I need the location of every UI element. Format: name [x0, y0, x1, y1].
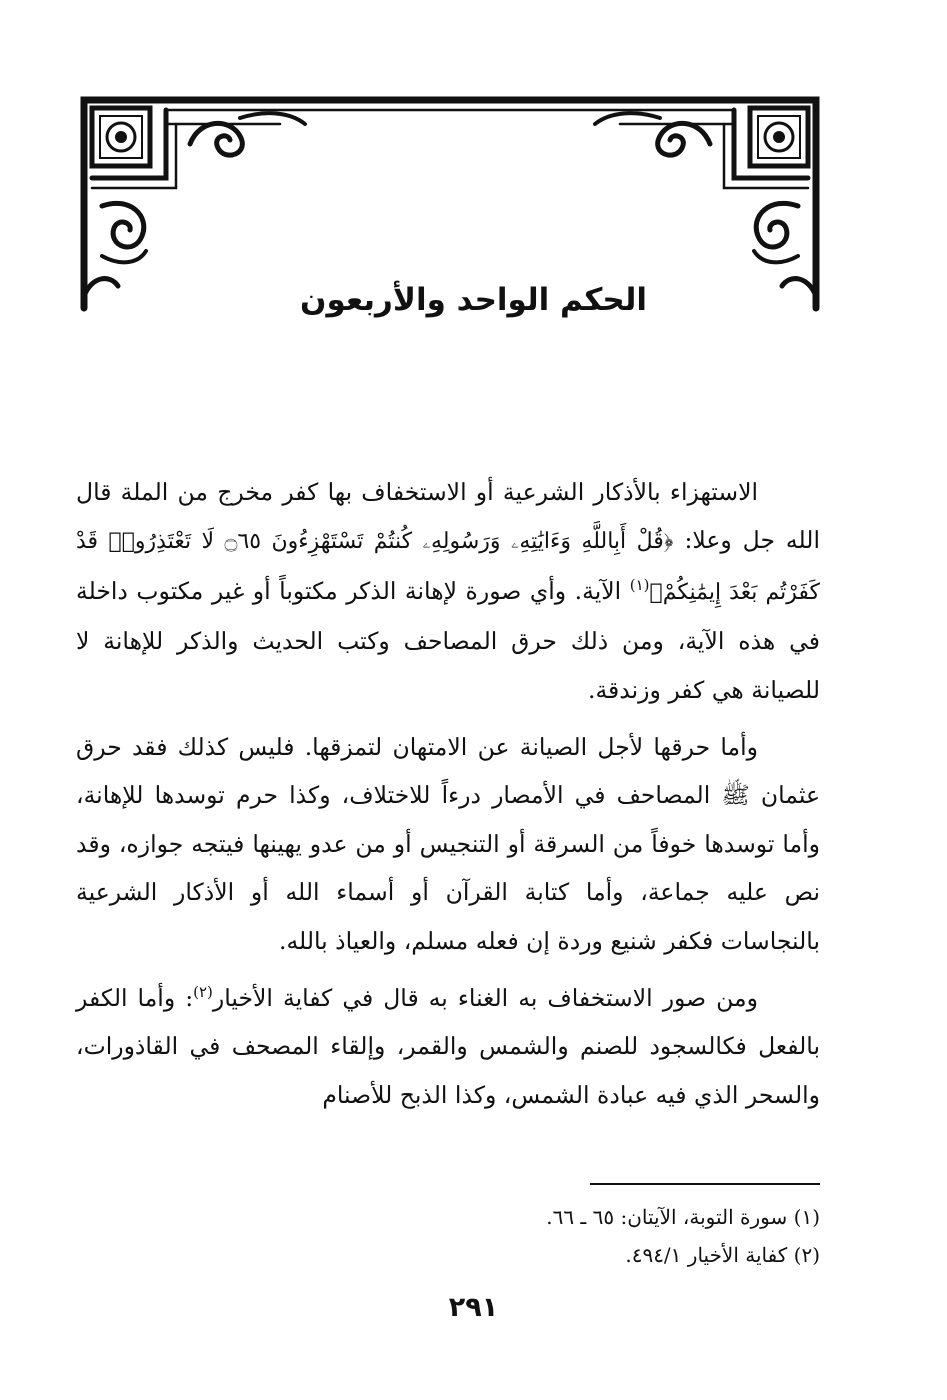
paragraph-3-rest: : وأما الكفر بالفعل فكالسجود للصنم والشمس والقمر، وإلقاء المصحف في القاذورات، والسحر الذي فيه عبادة الشمس، وكذا الذبح للأصنام [76, 984, 820, 1109]
paragraph-1-intro: الاستهزاء بالأذكار الشرعية أو الاستخفاف بها كفر مخرج من الملة قال الله جل وعلا: [76, 478, 820, 555]
page-number: ٢٩١ [448, 1292, 499, 1323]
quran-verse: ﴿قُلْ أَبِاللَّهِ وَءَايَٰتِهِۦ وَرَسُولِهِۦ كُنتُمْ تَسْتَهْزِءُونَ ۝٦٥ لَا تَعْتَذِرُوا۟ قَدْ كَفَرْتُم بَعْدَ إِيمَٰنِكُمْ﴾ [76, 529, 820, 605]
chapter-title: الحكم الواحد والأربعون [300, 282, 647, 318]
footnote-ref-1: (١) [629, 575, 650, 594]
footnote-ref-2: (٢) [193, 983, 213, 1002]
main-text [76, 468, 820, 1128]
paragraph-2: وأما حرقها لأجل الصيانة عن الامتهان لتمزقها. فليس كذلك فقد حرق عثمان ﷺ المصاحف في الأمصار درءاً للاختلاف، وكذا حرم توسدها للإهانة، وأما توسدها خوفاً من السرقة أو التنجيس أو من عدو يهينها فيتجه جوازه، وقد نص عليه جماعة، وأما كتابة القرآن أو أسماء الله أو الأذكار الشرعية بالنجاسات فكفر شنيع وردة إن فعله مسلم، والعياذ بالله. [76, 733, 820, 955]
footnote-2: (٢) كفاية الأخيار ٤٩٤/١. [625, 1243, 820, 1267]
footnote-1: (١) سورة التوبة، الآيتان: ٦٥ ـ ٦٦. [546, 1205, 820, 1229]
paragraph-1-rest: الآية. وأي صورة لإهانة الذكر مكتوباً أو غير مكتوب داخلة في هذه الآية، ومن ذلك حرق المصاحف وكتب الحديث والذكر للإهانة لا للصيانة هي كفر وزندقة. [76, 576, 820, 704]
paragraph-3-intro: ومن صور الاستخفاف به الغناء به قال في كفاية الأخيار [212, 984, 758, 1013]
footnote-divider [590, 1183, 820, 1185]
paragraph-1 [76, 468, 820, 714]
paragraph-3 [76, 974, 820, 1119]
footnotes [76, 1198, 820, 1274]
